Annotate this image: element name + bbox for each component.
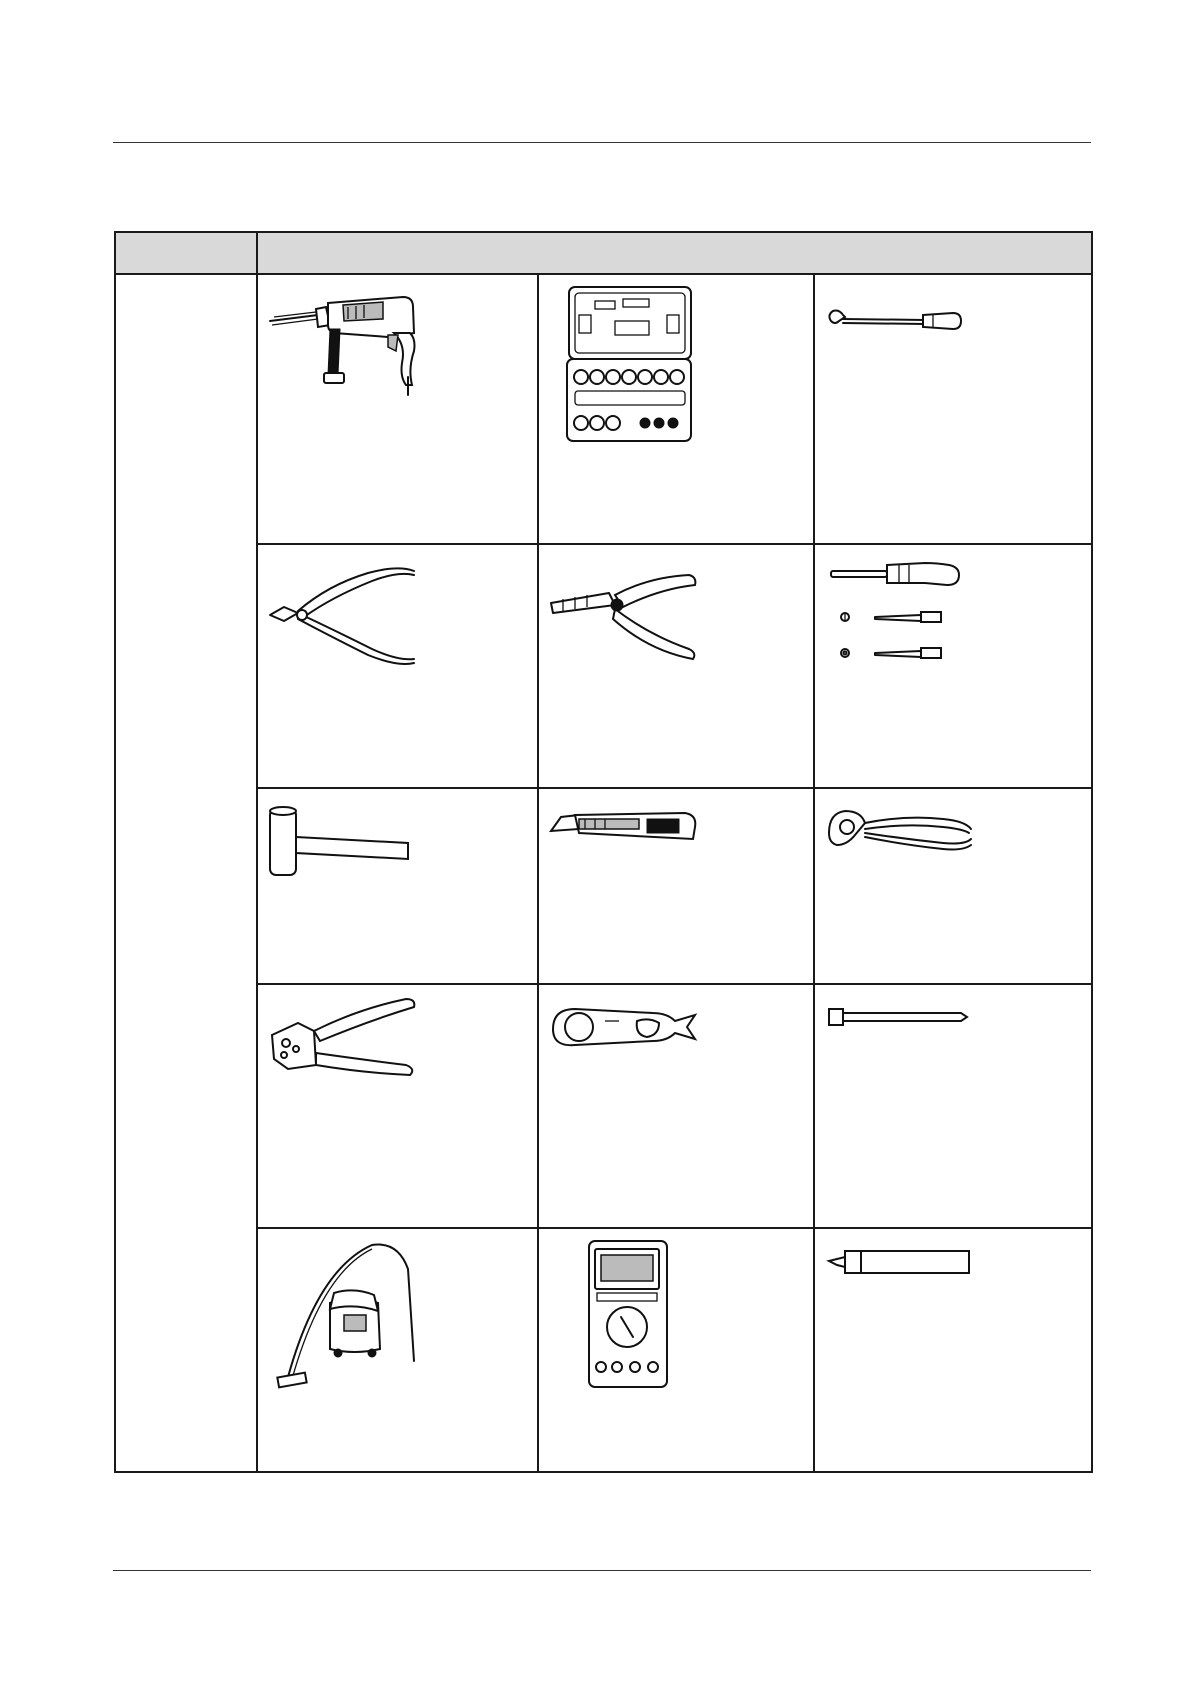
header-rule	[113, 142, 1091, 143]
tools-table	[114, 231, 1093, 1473]
table-row	[115, 788, 1092, 984]
table-row	[115, 1228, 1092, 1472]
tool-cell-torque-screwdriver	[814, 544, 1092, 788]
tool-cell-diagonal-pliers	[257, 544, 538, 788]
torque-screwdriver-icon	[825, 555, 975, 665]
connector-wrench-icon	[549, 995, 699, 1055]
tool-cell-utility-knife	[538, 788, 814, 984]
tool-cell-rubber-mallet	[257, 788, 538, 984]
vacuum-cleaner-icon	[268, 1239, 418, 1389]
tools-header	[257, 232, 1092, 274]
multimeter-icon	[549, 1239, 669, 1389]
cable-cutter-icon	[825, 799, 975, 859]
tool-cell-marker	[814, 1228, 1092, 1472]
tool-cell-hammer-drill	[257, 274, 538, 544]
tool-cell-cable-cutter	[814, 788, 1092, 984]
tool-cell-connector-wrench	[538, 984, 814, 1228]
type-header	[115, 232, 257, 274]
marker-icon	[825, 1239, 975, 1279]
rubber-mallet-icon	[268, 799, 418, 899]
wire-stripper-icon	[549, 555, 699, 665]
tool-cell-socket-set	[538, 274, 814, 544]
category-cell	[115, 274, 257, 1472]
tool-cell-wire-stripper	[538, 544, 814, 788]
diagonal-pliers-icon	[268, 555, 418, 675]
tool-cell-torque-wrench	[814, 274, 1092, 544]
cable-tie-icon	[825, 995, 975, 1025]
socket-wrench-set-icon	[549, 285, 689, 445]
tool-cell-multimeter	[538, 1228, 814, 1472]
table-row	[115, 544, 1092, 788]
tool-cell-vacuum-cleaner	[257, 1228, 538, 1472]
utility-knife-icon	[549, 799, 699, 849]
tool-cell-crimping-tool	[257, 984, 538, 1228]
table-row	[115, 274, 1092, 544]
hammer-drill-icon	[268, 285, 428, 395]
torque-wrench-icon	[825, 285, 975, 325]
table-header-row	[115, 232, 1092, 274]
crimping-tool-icon	[268, 995, 418, 1085]
footer-rule	[113, 1570, 1091, 1571]
tool-cell-cable-tie	[814, 984, 1092, 1228]
table-row	[115, 984, 1092, 1228]
